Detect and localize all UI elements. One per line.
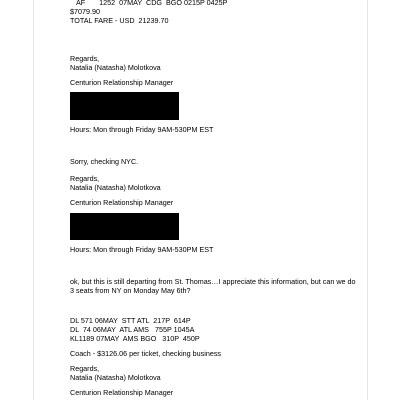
coach-price-line: Coach - $3126.06 per ticket, checking business <box>70 349 222 358</box>
regards-3: Regards, <box>70 364 100 373</box>
itinerary-line-af1252: AF 1252 07MAY CDG BGO 0215P 0425P <box>76 0 228 7</box>
price-line: $7079.90 <box>70 7 100 16</box>
signature-title-2: Centurion Relationship Manager <box>70 198 174 207</box>
total-fare-line: TOTAL FARE - USD 21239.70 <box>70 16 169 25</box>
signature-name-1: Natalia (Natasha) Molotkova <box>70 63 161 72</box>
hours-line-2: Hours: Mon through Friday 9AM-530PM EST <box>70 245 214 254</box>
right-page-edge <box>367 0 368 400</box>
regards-2: Regards, <box>70 174 100 183</box>
redaction-box-1 <box>70 92 179 120</box>
flight-line-kl1189: KL1189 07MAY AMS BGO 310P 450P <box>70 334 200 343</box>
flight-line-dl74: DL 74 06MAY ATL AMS 755P 1045A <box>70 325 195 334</box>
signature-title-3: Centurion Relationship Manager <box>70 388 174 397</box>
regards-1: Regards, <box>70 54 100 63</box>
signature-title-1: Centurion Relationship Manager <box>70 78 174 87</box>
redaction-box-2 <box>70 213 179 240</box>
left-page-edge <box>33 0 34 400</box>
message-sorry: Sorry, checking NYC. <box>70 157 139 166</box>
signature-name-2: Natalia (Natasha) Molotkova <box>70 183 161 192</box>
flight-line-dl571: DL 571 06MAY STT ATL 217P 614P <box>70 316 191 325</box>
signature-name-3: Natalia (Natasha) Molotkova <box>70 373 161 382</box>
hours-line-1: Hours: Mon through Friday 9AM-530PM EST <box>70 125 214 134</box>
message-departing: ok, but this is still departing from St. Thomas…I appreciate this information, but can we do 3 seats from NY on Monday May 6th? <box>70 277 356 295</box>
